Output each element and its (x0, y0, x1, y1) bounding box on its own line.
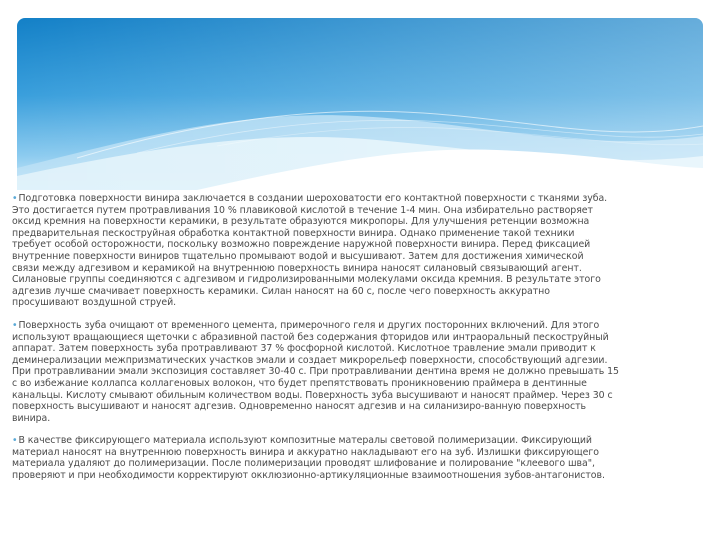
text-line: материал наносят на внутреннюю поверхность винира и аккуратно накладывают его на зуб. Излишки фиксирующего (12, 446, 599, 458)
bullet-icon: • (12, 319, 18, 331)
text-line: Силановые группы соединяются с адгезивом и гидролизированными молекулами оксида кремния. В результате этого (12, 274, 601, 286)
text-line: деминерализации межпризматических участков эмали и создает микрорельеф поверхности, способствующий адгезии. (12, 354, 608, 366)
text-line: поверхность высушивают и наносят адгезив. Одновременно наносят адгезив и на силанизиро-ванную поверхность (12, 401, 586, 413)
text-line: связи между адгезивом и керамикой на внутреннюю поверхность винира наносят силановый связывающий агент. (12, 262, 582, 274)
text-line: с во избежание коллапса коллагеновых волокон, что будет препятствовать проникновению праймера в дентинные (12, 377, 587, 389)
text-line: просушивают воздушной струей. (12, 297, 177, 309)
text-line: канальцы. Кислоту смывают обильным количеством воды. Поверхность зуба высушивают и наносят праймер. Через 30 с (12, 389, 613, 401)
text-line: требует особой осторожности, поскольку возможно повреждение наружной поверхности винира. Перед фиксацией (12, 239, 591, 251)
text-line: оксид кремния на поверхности керамики, в результате образуются микропоры. Для улучшения ретенции возможна (12, 216, 590, 228)
header-wave-banner (17, 18, 703, 190)
text-line: Это достигается путем протравливания 10 % плавиковой кислотой в течение 1-4 мин. Она избирательно растворяет (12, 204, 593, 216)
text-line: При протравливании эмали экспозиция составляет 30-40 с. При протравливании дентина время не должно превышать 15 (12, 366, 619, 378)
bullet-icon: • (12, 435, 18, 447)
paragraph-tooth-preparation (12, 320, 708, 424)
text-line: аппарат. Затем поверхность зуба протравливают 37 % фосфорной кислотой. Кислотное травление эмали приводит к (12, 343, 596, 355)
slide-body (12, 193, 708, 538)
text-line: винира. (12, 412, 51, 424)
paragraph-veneer-preparation (12, 193, 708, 309)
text-line: В качестве фиксирующего материала используют композитные матералы световой полимеризации. Фиксирующий (18, 435, 592, 447)
text-line: проверяют и при необходимости корректируют окклюзионно-артикуляционные взаимоотношения зубов-антагонистов. (12, 470, 605, 482)
paragraph-fixation-material (12, 435, 708, 481)
wave-background (17, 18, 703, 190)
text-line: Поверхность зуба очищают от временного цемента, примерочного геля и других посторонних включений. Для этого (18, 319, 600, 331)
text-line: предварительная пескоструйная обработка контактной поверхности винира. Однако применение такой техники (12, 227, 575, 239)
text-line: Подготовка поверхности винира заключается в создании шероховатости его контактной поверхности с тканями зуба. (18, 193, 608, 204)
bullet-icon: • (12, 193, 18, 204)
text-line: адгезив лучше смачивает поверхность керамики. Силан наносят на 60 с, после чего поверхность аккуратно (12, 285, 550, 297)
text-line: внутренние поверхности виниров тщательно промывают водой и высушивают. Затем для достижения химической (12, 250, 584, 262)
text-line: материала удаляют до полимеризации. После полимеризации проводят шлифование и полирование "клеевого шва", (12, 458, 595, 470)
text-line: используют вращающиеся щеточки с абразивной пастой без содержания фторидов или интраоральный пескоструйный (12, 331, 609, 343)
